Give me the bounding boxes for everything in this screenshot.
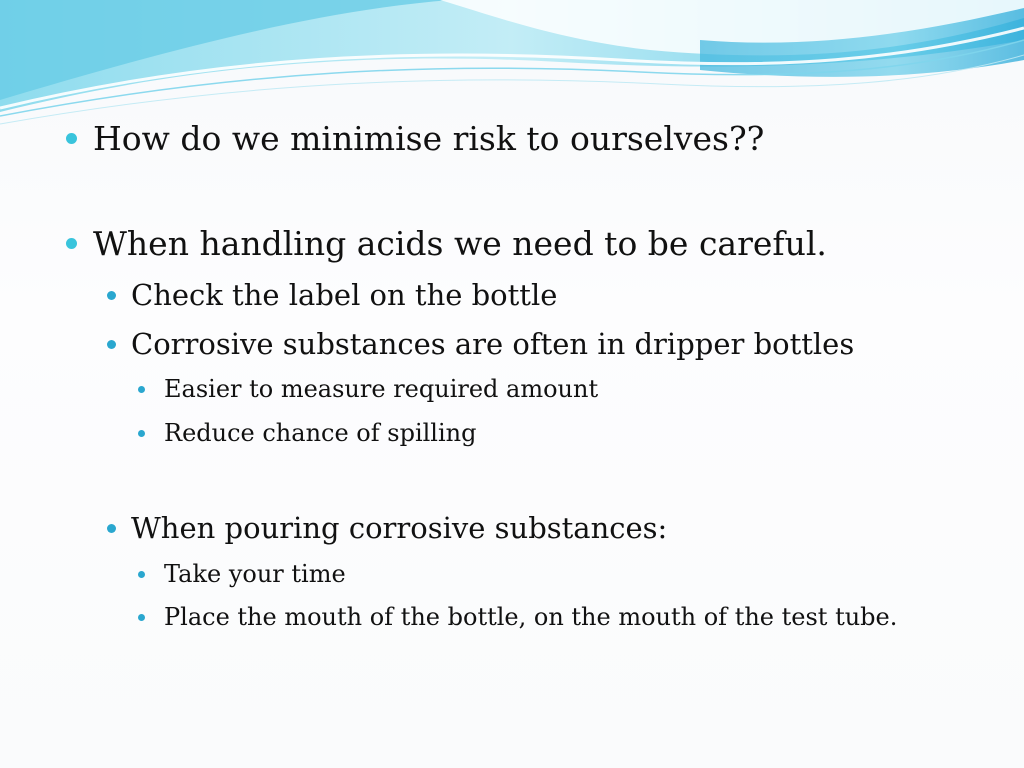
bullet-level3-reduce-spilling [138, 417, 476, 449]
bullet-text: How do we minimise risk to ourselves?? [93, 118, 765, 158]
bullet-level3-take-time [138, 558, 346, 590]
bullet-text: Place the mouth of the bottle, on the mouth of the test tube. [164, 603, 898, 631]
bullet-dot-icon [107, 524, 116, 533]
bullet-dot-icon [138, 430, 145, 437]
bullet-level2-check-label [107, 276, 557, 314]
bullet-level3-easier-measure [138, 373, 598, 405]
bullet-level3-mouth-of-bottle [138, 601, 897, 633]
bullet-dot-icon [66, 133, 77, 144]
bullet-dot-icon [138, 571, 145, 578]
bullet-text: Take your time [164, 560, 346, 588]
wave-header-decoration [0, 0, 1024, 130]
bullet-level1-minimise-risk [66, 117, 764, 159]
bullet-text: When handling acids we need to be careful. [93, 223, 827, 263]
bullet-dot-icon [138, 614, 145, 621]
bullet-dot-icon [138, 386, 145, 393]
bullet-text: Check the label on the bottle [131, 278, 558, 312]
bullet-dot-icon [107, 291, 116, 300]
bullet-level1-handling-acids [66, 222, 827, 264]
bullet-level2-pouring [107, 509, 667, 547]
bullet-text: Easier to measure required amount [164, 375, 599, 403]
bullet-text: When pouring corrosive substances: [131, 511, 668, 545]
bullet-dot-icon [107, 340, 116, 349]
bullet-text: Reduce chance of spilling [164, 419, 477, 447]
bullet-level2-dripper-bottles [107, 325, 854, 363]
bullet-text: Corrosive substances are often in dripper bottles [131, 327, 855, 361]
bullet-dot-icon [66, 238, 77, 249]
